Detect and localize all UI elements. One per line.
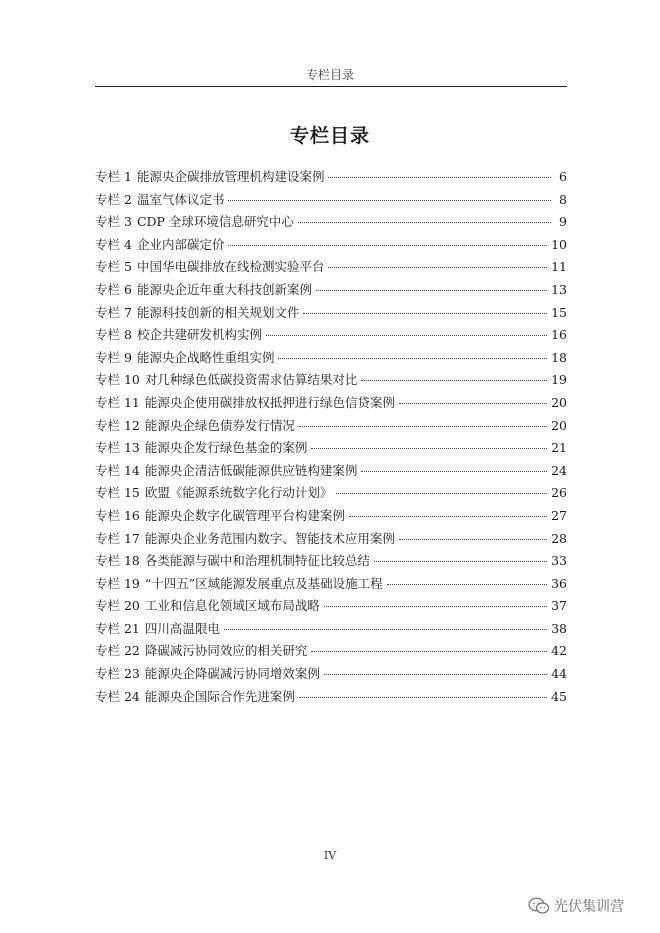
toc-entry[interactable]	[95, 641, 567, 664]
toc-entry[interactable]	[95, 348, 567, 371]
toc-entry-page: 20	[551, 394, 567, 410]
toc-entry-title: 工业和信息化领域区域布局战略	[144, 598, 320, 614]
page-number: IV	[323, 849, 337, 862]
toc-entry-title: 欧盟《能源系统数字化行动计划》	[144, 485, 333, 501]
toc-entry-page: 45	[551, 688, 567, 704]
toc-entry-title: 能源央企战略性重组实例	[136, 349, 275, 365]
toc-leader-dots	[399, 539, 547, 540]
toc-entry-page: 10	[551, 236, 567, 252]
toc-entry[interactable]	[95, 596, 567, 619]
toc-leader-dots	[328, 177, 551, 178]
toc-entry[interactable]	[95, 529, 567, 552]
toc-leader-dots	[311, 651, 547, 652]
toc-entry-label: 专栏 12	[95, 417, 140, 433]
toc-entry-title: 能源央企业务范围内数字、智能技术应用案例	[144, 530, 395, 546]
toc-entry-page: 13	[551, 281, 567, 297]
toc-entry[interactable]	[95, 190, 567, 213]
toc-leader-dots	[224, 629, 547, 630]
toc-entry[interactable]	[95, 438, 567, 461]
toc-entry[interactable]	[95, 687, 567, 710]
toc-leader-dots	[316, 290, 547, 291]
toc-entry-page: 11	[551, 259, 567, 275]
toc-leader-dots	[328, 267, 547, 268]
toc-entry[interactable]	[95, 551, 567, 574]
toc-entry-title: 企业内部碳定价	[136, 236, 225, 252]
toc-entry-title: 能源央企清洁低碳能源供应链构建案例	[144, 462, 358, 478]
toc-entry-label: 专栏 7	[95, 304, 132, 320]
toc-entry[interactable]	[95, 506, 567, 529]
toc-leader-dots	[228, 245, 547, 246]
toc-entry[interactable]	[95, 370, 567, 393]
toc-entry[interactable]	[95, 416, 567, 439]
toc-entry-label: 专栏 3	[95, 214, 132, 230]
toc-entry-label: 专栏 11	[95, 394, 140, 410]
toc-entry-label: 专栏 6	[95, 281, 132, 297]
toc-entry[interactable]	[95, 325, 567, 348]
toc-entry-page: 16	[551, 327, 567, 343]
toc-entry-title: 四川高温限电	[144, 620, 220, 636]
toc-entry-title: 能源央企绿色债券发行情况	[144, 417, 295, 433]
toc-entry-label: 专栏 13	[95, 440, 140, 456]
toc-entry[interactable]	[95, 393, 567, 416]
toc-entry[interactable]	[95, 280, 567, 303]
toc-entry-page: 6	[559, 169, 567, 184]
toc-leader-dots	[374, 561, 547, 562]
toc-entry-page: 33	[551, 553, 567, 569]
toc-entry-title: 中国华电碳排放在线检测实验平台	[136, 259, 325, 275]
toc-entry-title: 能源央企国际合作先进案例	[144, 688, 295, 704]
toc-entry-label: 专栏 4	[95, 236, 132, 252]
toc-entry[interactable]	[95, 574, 567, 597]
toc-entry[interactable]	[95, 235, 567, 258]
toc-entry-label: 专栏 21	[95, 620, 140, 636]
toc-entry-label: 专栏 18	[95, 553, 140, 569]
toc-entry-title: 能源央企降碳减污协同增效案例	[144, 666, 320, 682]
toc-entry-label: 专栏 19	[95, 575, 140, 591]
toc-entry-page: 15	[551, 304, 567, 320]
toc-entry-page: 42	[551, 643, 567, 659]
toc-leader-dots	[361, 380, 547, 381]
toc-leader-dots	[324, 674, 547, 675]
toc-entry-page: 27	[551, 507, 567, 523]
toc-entry-title: 能源央企使用碳排放权抵押进行绿色信贷案例	[144, 394, 395, 410]
toc-entry-page: 24	[551, 462, 567, 478]
toc-entry-page: 21	[551, 440, 567, 456]
watermark	[528, 896, 624, 916]
toc-leader-dots	[299, 426, 547, 427]
toc-entry-page: 44	[551, 666, 567, 682]
toc-entry-label: 专栏 16	[95, 507, 140, 523]
toc-entry-label: 专栏 20	[95, 598, 140, 614]
toc-entry-title: CDP 全球环境信息研究中心	[136, 214, 294, 230]
toc-entry[interactable]	[95, 483, 567, 506]
toc-entry-title: 能源央企碳排放管理机构建设案例	[136, 169, 325, 184]
toc-entry-title: 能源央企近年重大科技创新案例	[136, 281, 312, 297]
toc-entry-title: 温室气体议定书	[136, 191, 225, 207]
toc-leader-dots	[278, 358, 547, 359]
toc-entry-title: “十四五”区域能源发展重点及基础设施工程	[144, 575, 383, 591]
toc-entry-label: 专栏 17	[95, 530, 140, 546]
toc-leader-dots	[349, 516, 547, 517]
toc-entry-label: 专栏 2	[95, 191, 132, 207]
toc-entry[interactable]	[95, 303, 567, 326]
toc-leader-dots	[266, 335, 547, 336]
toc-entry[interactable]	[95, 212, 567, 235]
toc-leader-dots	[303, 313, 547, 314]
toc-leader-dots	[336, 493, 547, 494]
toc-entry-label: 专栏 22	[95, 643, 140, 659]
toc-leader-dots	[228, 200, 551, 201]
toc-leader-dots	[298, 222, 551, 223]
toc-entry-page: 9	[559, 214, 567, 230]
running-header: 专栏目录	[305, 68, 354, 82]
toc-entry-title: 能源央企数字化碳管理平台构建案例	[144, 507, 345, 523]
toc-entry-label: 专栏 9	[95, 349, 132, 365]
toc-entry[interactable]	[95, 619, 567, 642]
toc-entry-label: 专栏 24	[95, 688, 140, 704]
toc-entry-page: 18	[551, 349, 567, 365]
toc-entry-page: 8	[559, 191, 567, 207]
toc-entry[interactable]	[95, 461, 567, 484]
table-of-contents	[95, 167, 567, 709]
toc-entry-title: 各类能源与碳中和治理机制特征比较总结	[144, 553, 370, 569]
toc-entry-title: 能源央企发行绿色基金的案例	[144, 440, 308, 456]
toc-entry[interactable]	[95, 664, 567, 687]
header-rule	[95, 86, 567, 87]
toc-leader-dots	[361, 471, 547, 472]
toc-entry-label: 专栏 8	[95, 327, 132, 343]
toc-entry-page: 26	[551, 485, 567, 501]
toc-entry-title: 降碳减污协同效应的相关研究	[144, 643, 308, 659]
toc-entry-page: 37	[551, 598, 567, 614]
toc-entry-label: 专栏 15	[95, 485, 140, 501]
watermark-text: 光伏集训营	[554, 899, 624, 915]
wechat-icon	[528, 897, 550, 915]
toc-leader-dots	[399, 403, 547, 404]
toc-leader-dots	[299, 697, 547, 698]
toc-entry-page: 36	[551, 575, 567, 591]
toc-entry-label: 专栏 23	[95, 666, 140, 682]
toc-entry-page: 19	[551, 372, 567, 388]
toc-entry-title: 校企共建研发机构实例	[136, 327, 262, 343]
toc-leader-dots	[311, 448, 547, 449]
toc-leader-dots	[324, 606, 547, 607]
toc-entry-title: 能源科技创新的相关规划文件	[136, 304, 300, 320]
page-title: 专栏目录	[289, 125, 370, 147]
toc-entry-page: 20	[551, 417, 567, 433]
toc-leader-dots	[387, 584, 547, 585]
toc-entry-label: 专栏 1	[95, 169, 132, 184]
toc-entry-title: 对几种绿色低碳投资需求估算结果对比	[144, 372, 358, 388]
toc-entry[interactable]	[95, 257, 567, 280]
toc-entry[interactable]	[95, 167, 567, 190]
toc-entry-page: 38	[551, 620, 567, 636]
toc-entry-label: 专栏 5	[95, 259, 132, 275]
toc-entry-page: 28	[551, 530, 567, 546]
toc-entry-label: 专栏 14	[95, 462, 140, 478]
toc-entry-label: 专栏 10	[95, 372, 140, 388]
